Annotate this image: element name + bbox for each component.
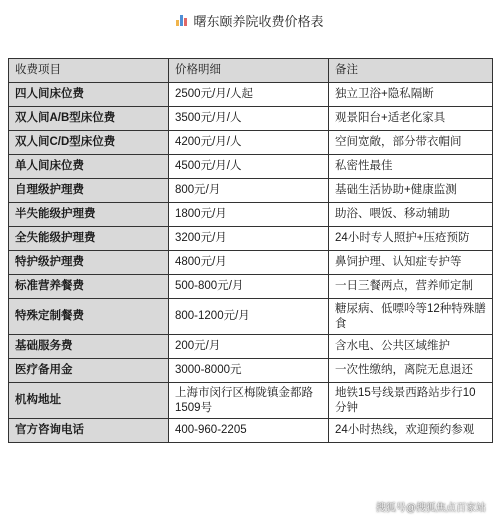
row-price: 200元/月 (169, 335, 329, 359)
row-item: 标准营养餐费 (9, 275, 169, 299)
table-row (9, 203, 493, 227)
table-row (9, 419, 493, 443)
row-item: 特殊定制餐费 (9, 299, 169, 335)
row-price: 4500元/月/人 (169, 155, 329, 179)
table-row (9, 299, 493, 335)
row-note: 独立卫浴+隐私隔断 (329, 83, 493, 107)
row-item: 双人间A/B型床位费 (9, 107, 169, 131)
page-title-row (0, 6, 500, 34)
row-note: 含水电、公共区域维护 (329, 335, 493, 359)
row-note: 地铁15号线景西路站步行10分钟 (329, 383, 493, 419)
row-price: 3500元/月/人 (169, 107, 329, 131)
table-row (9, 131, 493, 155)
table-row (9, 335, 493, 359)
table-row (9, 179, 493, 203)
row-item: 双人间C/D型床位费 (9, 131, 169, 155)
row-note: 私密性最佳 (329, 155, 493, 179)
watermark: 搜狐号@搜狐焦点百家站 (375, 503, 486, 514)
row-price: 800元/月 (169, 179, 329, 203)
row-item: 官方咨询电话 (9, 419, 169, 443)
table-row (9, 107, 493, 131)
row-note: 观景阳台+适老化家具 (329, 107, 493, 131)
row-price: 4200元/月/人 (169, 131, 329, 155)
row-price: 上海市闵行区梅陇镇金都路1509号 (169, 383, 329, 419)
table-row (9, 275, 493, 299)
row-item: 四人间床位费 (9, 83, 169, 107)
header-note: 备注 (329, 59, 493, 83)
row-note: 糖尿病、低嘌呤等12种特殊膳食 (329, 299, 493, 335)
table-row (9, 359, 493, 383)
table-row (9, 155, 493, 179)
table-row (9, 83, 493, 107)
row-price: 2500元/月/人起 (169, 83, 329, 107)
row-item: 基础服务费 (9, 335, 169, 359)
row-item: 全失能级护理费 (9, 227, 169, 251)
row-note: 24小时专人照护+压疮预防 (329, 227, 493, 251)
row-note: 24小时热线，欢迎预约参观 (329, 419, 493, 443)
row-price: 3000-8000元 (169, 359, 329, 383)
row-note: 一次性缴纳，离院无息退还 (329, 359, 493, 383)
bar-chart-icon (176, 14, 188, 26)
row-note: 鼻饲护理、认知症专护等 (329, 251, 493, 275)
row-note: 基础生活协助+健康监测 (329, 179, 493, 203)
row-note: 助浴、喂饭、移动辅助 (329, 203, 493, 227)
table-row (9, 227, 493, 251)
row-item: 半失能级护理费 (9, 203, 169, 227)
row-price: 1800元/月 (169, 203, 329, 227)
page-title: 曙东颐养院收费价格表 (193, 13, 324, 29)
row-price: 3200元/月 (169, 227, 329, 251)
row-note: 空间宽敞，部分带衣帽间 (329, 131, 493, 155)
row-item: 医疗备用金 (9, 359, 169, 383)
row-item: 机构地址 (9, 383, 169, 419)
row-note: 一日三餐两点，营养师定制 (329, 275, 493, 299)
fee-table (8, 58, 493, 443)
table-row (9, 251, 493, 275)
row-price: 4800元/月 (169, 251, 329, 275)
table-row (9, 383, 493, 419)
row-item: 自理级护理费 (9, 179, 169, 203)
header-price: 价格明细 (169, 59, 329, 83)
table-header-row (9, 59, 493, 83)
row-item: 单人间床位费 (9, 155, 169, 179)
row-price: 800-1200元/月 (169, 299, 329, 335)
row-price: 500-800元/月 (169, 275, 329, 299)
header-item: 收费项目 (9, 59, 169, 83)
row-price: 400-960-2205 (169, 419, 329, 443)
row-item: 特护级护理费 (9, 251, 169, 275)
